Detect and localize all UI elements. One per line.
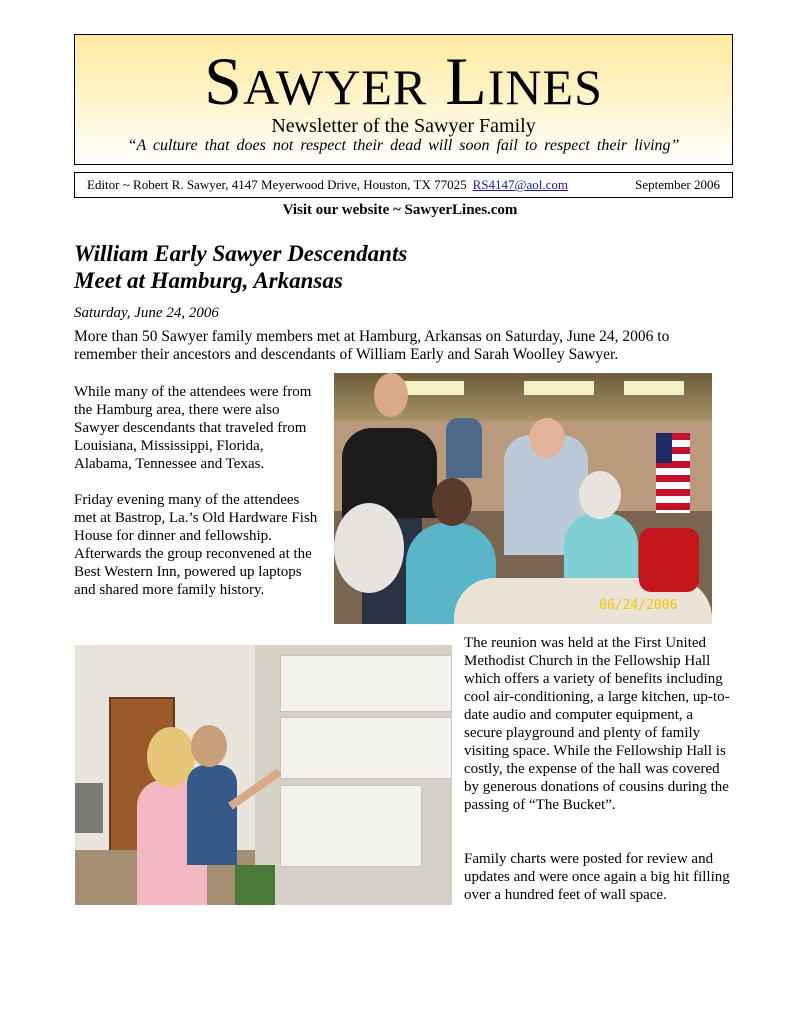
gift-bag <box>235 865 275 905</box>
newsletter-subtitle: Newsletter of the Sawyer Family <box>271 115 536 137</box>
family-chart-sheet <box>280 655 452 712</box>
article-paragraph-charts: Family charts were posted for review and updates and were once again a big hit filling over a hundred feet of wall space. <box>464 851 730 903</box>
background-person <box>446 418 482 478</box>
woman-head <box>191 725 227 767</box>
article-paragraph-attendees: While many of the attendees were from the Hamburg area, there were also Sawyer descendants that traveled from Louisiana, Mississippi, Florida, Alabama, Tennessee and Texas. <box>74 384 312 472</box>
headline-line-2: Meet at Hamburg, Arkansas <box>74 268 343 293</box>
reunion-table-photo <box>334 373 712 624</box>
man-black-shirt <box>342 428 437 518</box>
article-paragraph-friday: Friday evening many of the attendees met at Bastrop, La.’s Old Hardware Fish House for dinner and fellowship. Afterwards the group reconvened at the Best Western Inn, powered up laptops and shared more family history. <box>74 492 318 598</box>
photo-window <box>524 381 594 395</box>
title-initial-l: L <box>445 43 488 119</box>
foreground-white-hair <box>334 503 404 593</box>
article-paragraph-venue: The reunion was held at the First United Methodist Church in the Fellowship Hall which offers a variety of benefits including cool air-conditioning, a large kitchen, up-to-date audio and computer equipment, a secure playground and plenty of family visiting space. While the Fellowship Hall is costly, the expense of the hall was covered by generous donations of cousins during the passing of “The Bucket”. <box>464 635 730 813</box>
photo-timestamp: 06/24/2006 <box>599 598 678 613</box>
photo-window <box>404 381 464 395</box>
photo-window <box>624 381 684 395</box>
newsletter-motto: “A culture that does not respect their dead will soon fail to respect their living” <box>127 137 680 154</box>
article-headline <box>74 240 634 294</box>
bald-man-head <box>529 418 565 458</box>
website-line: Visit our website ~ SawyerLines.com <box>282 202 518 218</box>
issue-date: September 2006 <box>635 177 720 192</box>
editor-bar <box>74 172 733 198</box>
family-charts-photo <box>75 645 452 905</box>
editor-info <box>87 173 568 197</box>
editor-email-link[interactable]: RS4147@aol.com <box>472 177 569 192</box>
red-centerpiece <box>639 528 699 592</box>
editor-address: Editor ~ Robert R. Sawyer, 4147 Meyerwood Drive, Houston, TX 77025 <box>87 177 467 192</box>
article-lead: More than 50 Sawyer family members met at Hamburg, Arkansas on Saturday, June 24, 2006 to remember their ancestors and descendants of William Early and Sarah Woolley Sawyer. <box>74 328 670 363</box>
article-dateline: Saturday, June 24, 2006 <box>74 305 219 321</box>
flag-canton <box>656 433 672 463</box>
family-chart-sheet <box>280 785 422 867</box>
title-initial-s: S <box>204 43 243 119</box>
family-chart-sheet <box>280 717 452 779</box>
newsletter-title <box>75 43 732 121</box>
title-word-two: INES <box>487 59 603 115</box>
drinking-fountain <box>75 783 103 833</box>
headline-line-1: William Early Sawyer Descendants <box>74 241 408 266</box>
woman-denim <box>187 765 237 865</box>
masthead <box>74 34 733 165</box>
man-head <box>374 373 408 417</box>
woman-brown-hair <box>432 478 472 526</box>
title-word-one: AWYER <box>242 59 428 115</box>
elderly-woman-head <box>579 471 621 519</box>
